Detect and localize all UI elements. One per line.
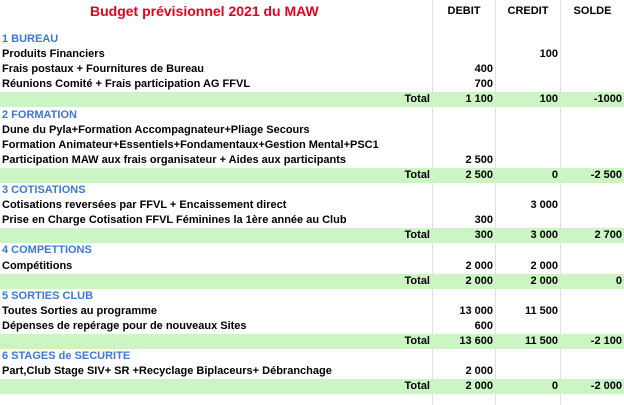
solde-cell <box>561 213 624 228</box>
sheet-title: Budget prévisionnel 2021 du MAW <box>90 3 319 19</box>
header-row <box>0 0 624 32</box>
section-row <box>0 183 624 198</box>
credit-header: CREDIT <box>507 5 549 17</box>
debit-cell: 300 <box>474 214 493 227</box>
credit-cell <box>496 62 560 77</box>
total-row <box>0 274 624 289</box>
section-row <box>0 349 624 364</box>
debit-cell: 700 <box>474 78 493 91</box>
table-row <box>0 213 624 228</box>
debit-cell: 2 500 <box>465 168 493 181</box>
solde-cell <box>561 259 624 274</box>
debit-cell: 600 <box>474 319 493 332</box>
total-label: Total <box>404 335 430 347</box>
section-row <box>0 289 624 304</box>
solde-cell: 0 <box>615 274 622 287</box>
table-row <box>0 153 624 168</box>
solde-cell: -2 100 <box>590 335 622 347</box>
credit-cell <box>496 138 560 153</box>
debit-header: DEBIT <box>447 5 481 17</box>
credit-cell: 2 000 <box>530 274 558 287</box>
credit-cell: 3 000 <box>530 199 558 212</box>
row-label: Frais postaux + Fournitures de Bureau <box>2 63 205 76</box>
debit-cell: 13 000 <box>459 304 493 317</box>
credit-cell: 11 500 <box>524 304 558 317</box>
row-label: Compétitions <box>2 259 73 272</box>
table-row <box>0 319 624 334</box>
row-label: Réunions Comité + Frais participation AG FFVL <box>2 78 251 91</box>
section-title: 5 SORTIES CLUB <box>2 289 94 302</box>
credit-cell <box>496 123 560 138</box>
total-row <box>0 92 624 107</box>
credit-cell: 0 <box>551 168 558 181</box>
debit-cell: 2 500 <box>465 153 493 166</box>
total-row <box>0 228 624 243</box>
debit-cell: 400 <box>474 63 493 76</box>
credit-cell <box>496 319 560 334</box>
credit-cell <box>496 77 560 92</box>
credit-cell: 11 500 <box>524 335 558 347</box>
row-label: Formation Animateur+Essentiels+Fondamentaux+Gestion Mental+PSC1 <box>2 138 379 151</box>
row-label: Participation MAW aux frais organisateur + Aides aux participants <box>2 153 347 166</box>
section-row <box>0 243 624 258</box>
solde-cell <box>561 77 624 92</box>
total-label: Total <box>404 168 430 181</box>
section-title: 4 COMPETTIONS <box>2 244 92 257</box>
section-row <box>0 32 624 47</box>
credit-cell: 2 000 <box>530 259 558 272</box>
debit-cell: 2 000 <box>465 274 493 287</box>
row-label: Prise en Charge Cotisation FFVL Féminines la 1ère année au Club <box>2 214 347 227</box>
debit-cell <box>433 47 495 62</box>
solde-cell: -1000 <box>593 93 622 106</box>
debit-cell: 2 000 <box>465 259 493 272</box>
solde-header: SOLDE <box>573 5 612 17</box>
credit-cell <box>496 213 560 228</box>
table-row <box>0 77 624 92</box>
solde-cell <box>561 138 624 153</box>
table-row <box>0 304 624 319</box>
solde-cell: 2 700 <box>594 229 622 242</box>
total-row <box>0 334 624 349</box>
total-label: Total <box>404 93 430 106</box>
section-title: 2 FORMATION <box>2 108 77 121</box>
row-label: Cotisations reversées par FFVL + Encaissement direct <box>2 199 287 212</box>
credit-cell: 100 <box>539 48 558 61</box>
total-label: Total <box>404 274 430 287</box>
table-row <box>0 123 624 138</box>
solde-cell <box>561 364 624 379</box>
solde-cell <box>561 198 624 213</box>
section-title: 3 COTISATIONS <box>2 184 86 196</box>
total-label: Total <box>404 380 430 393</box>
solde-cell <box>561 153 624 168</box>
debit-cell: 2 000 <box>465 365 493 378</box>
credit-cell <box>496 153 560 168</box>
row-label: Part,Club Stage SIV+ SR +Recyclage Biplaceurs+ Débranchage <box>2 365 332 378</box>
row-label: Toutes Sorties au programme <box>2 304 158 317</box>
table-row <box>0 47 624 62</box>
total-row <box>0 379 624 394</box>
credit-cell: 3 000 <box>530 229 558 242</box>
table-row <box>0 138 624 153</box>
table-row <box>0 259 624 274</box>
table-row <box>0 62 624 77</box>
solde-cell <box>561 304 624 319</box>
debit-cell: 13 600 <box>459 335 493 347</box>
row-label: Produits Financiers <box>2 48 105 61</box>
table-row <box>0 198 624 213</box>
solde-cell <box>561 319 624 334</box>
debit-cell <box>433 138 495 153</box>
total-row <box>0 168 624 183</box>
solde-cell <box>561 47 624 62</box>
row-label: Dépenses de repérage pour de nouveaux Sites <box>2 319 247 332</box>
debit-cell: 2 000 <box>465 380 493 393</box>
total-label: Total <box>404 229 430 242</box>
debit-cell <box>433 198 495 213</box>
row-label: Dune du Pyla+Formation Accompagnateur+Pliage Secours <box>2 123 310 136</box>
debit-cell: 1 100 <box>465 93 493 106</box>
solde-cell <box>561 62 624 77</box>
debit-cell: 300 <box>474 229 493 242</box>
solde-cell: -2 000 <box>590 380 622 393</box>
credit-cell: 100 <box>539 93 558 106</box>
section-title: 6 STAGES de SECURITE <box>2 350 131 363</box>
section-row <box>0 108 624 123</box>
credit-cell: 0 <box>551 380 558 393</box>
solde-cell <box>561 123 624 138</box>
table-row <box>0 364 624 379</box>
debit-cell <box>433 123 495 138</box>
section-title: 1 BUREAU <box>2 33 59 45</box>
solde-cell: -2 500 <box>590 168 622 181</box>
credit-cell <box>496 364 560 379</box>
